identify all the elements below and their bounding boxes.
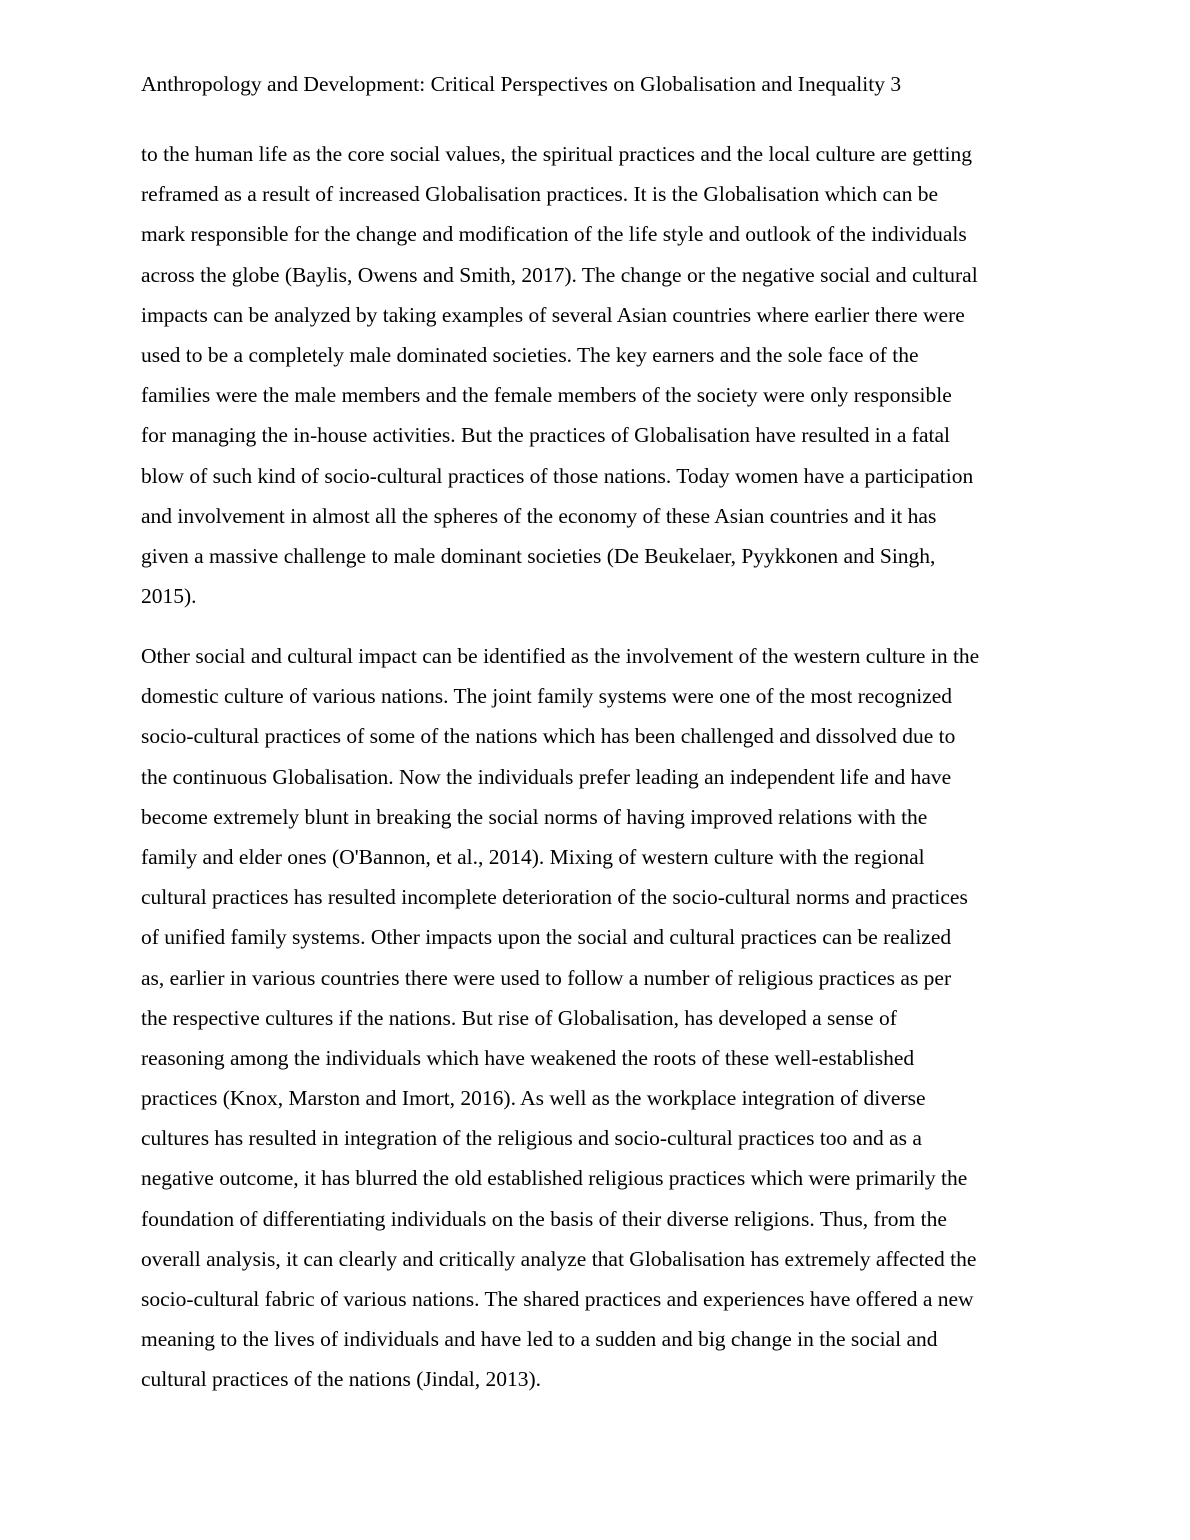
text-line: family and elder ones (O'Bannon, et al., 2014). Mixing of western culture with the regional (141, 844, 925, 869)
text-line: negative outcome, it has blurred the old established religious practices which were primarily the (141, 1166, 968, 1191)
text-line: for managing the in-house activities. But the practices of Globalisation have resulted in a fatal (141, 423, 950, 448)
running-head: Anthropology and Development: Critical Perspectives on Globalisation and Inequality 3 (141, 72, 902, 96)
text-line: cultures has resulted in integration of the religious and socio-cultural practices too and as a (141, 1126, 922, 1151)
text-line: Other social and cultural impact can be identified as the involvement of the western culture in the (141, 644, 980, 669)
text-line: practices (Knox, Marston and Imort, 2016). As well as the workplace integration of diverse (141, 1086, 926, 1111)
paragraph-1 (141, 134, 1056, 616)
text-line: as, earlier in various countries there were used to follow a number of religious practices as per (141, 965, 952, 990)
text-line: given a massive challenge to male dominant societies (De Beukelaer, Pyykkonen and Singh, (141, 543, 936, 568)
paragraph-2 (141, 636, 1056, 1400)
text-line: socio-cultural practices of some of the nations which has been challenged and dissolved due to (141, 724, 956, 749)
text-line: socio-cultural fabric of various nations. The shared practices and experiences have offered a new (141, 1287, 974, 1312)
text-line: the respective cultures if the nations. But rise of Globalisation, has developed a sense of (141, 1005, 897, 1030)
text-line: reasoning among the individuals which have weakened the roots of these well-established (141, 1045, 915, 1070)
body-text (141, 134, 1056, 1400)
text-line: 2015). (141, 584, 197, 609)
text-line: blow of such kind of socio-cultural practices of those nations. Today women have a participation (141, 463, 974, 488)
text-line: foundation of differentiating individuals on the basis of their diverse religions. Thus, from the (141, 1206, 947, 1231)
text-line: and involvement in almost all the spheres of the economy of these Asian countries and it has (141, 503, 937, 528)
text-line: of unified family systems. Other impacts upon the social and cultural practices can be realized (141, 925, 952, 950)
text-line: become extremely blunt in breaking the social norms of having improved relations with the (141, 804, 928, 829)
text-line: domestic culture of various nations. The joint family systems were one of the most recognized (141, 684, 953, 709)
text-line: meaning to the lives of individuals and have led to a sudden and big change in the social and (141, 1327, 938, 1352)
text-line: the continuous Globalisation. Now the individuals prefer leading an independent life and have (141, 764, 952, 789)
text-line: cultural practices of the nations (Jindal, 2013). (141, 1367, 542, 1392)
text-line: reframed as a result of increased Globalisation practices. It is the Globalisation which can be (141, 182, 939, 207)
text-line: families were the male members and the female members of the society were only responsible (141, 383, 952, 408)
text-line: to the human life as the core social values, the spiritual practices and the local culture are getting (141, 142, 973, 166)
text-line: cultural practices has resulted incomplete deterioration of the socio-cultural norms and practices (141, 885, 968, 910)
text-line: used to be a completely male dominated societies. The key earners and the sole face of the (141, 342, 919, 367)
text-line: across the globe (Baylis, Owens and Smith, 2017). The change or the negative social and cultural (141, 262, 978, 287)
text-line: mark responsible for the change and modification of the life style and outlook of the individuals (141, 222, 967, 247)
text-line: impacts can be analyzed by taking examples of several Asian countries where earlier there were (141, 302, 965, 327)
text-line: overall analysis, it can clearly and critically analyze that Globalisation has extremely affected the (141, 1246, 977, 1271)
